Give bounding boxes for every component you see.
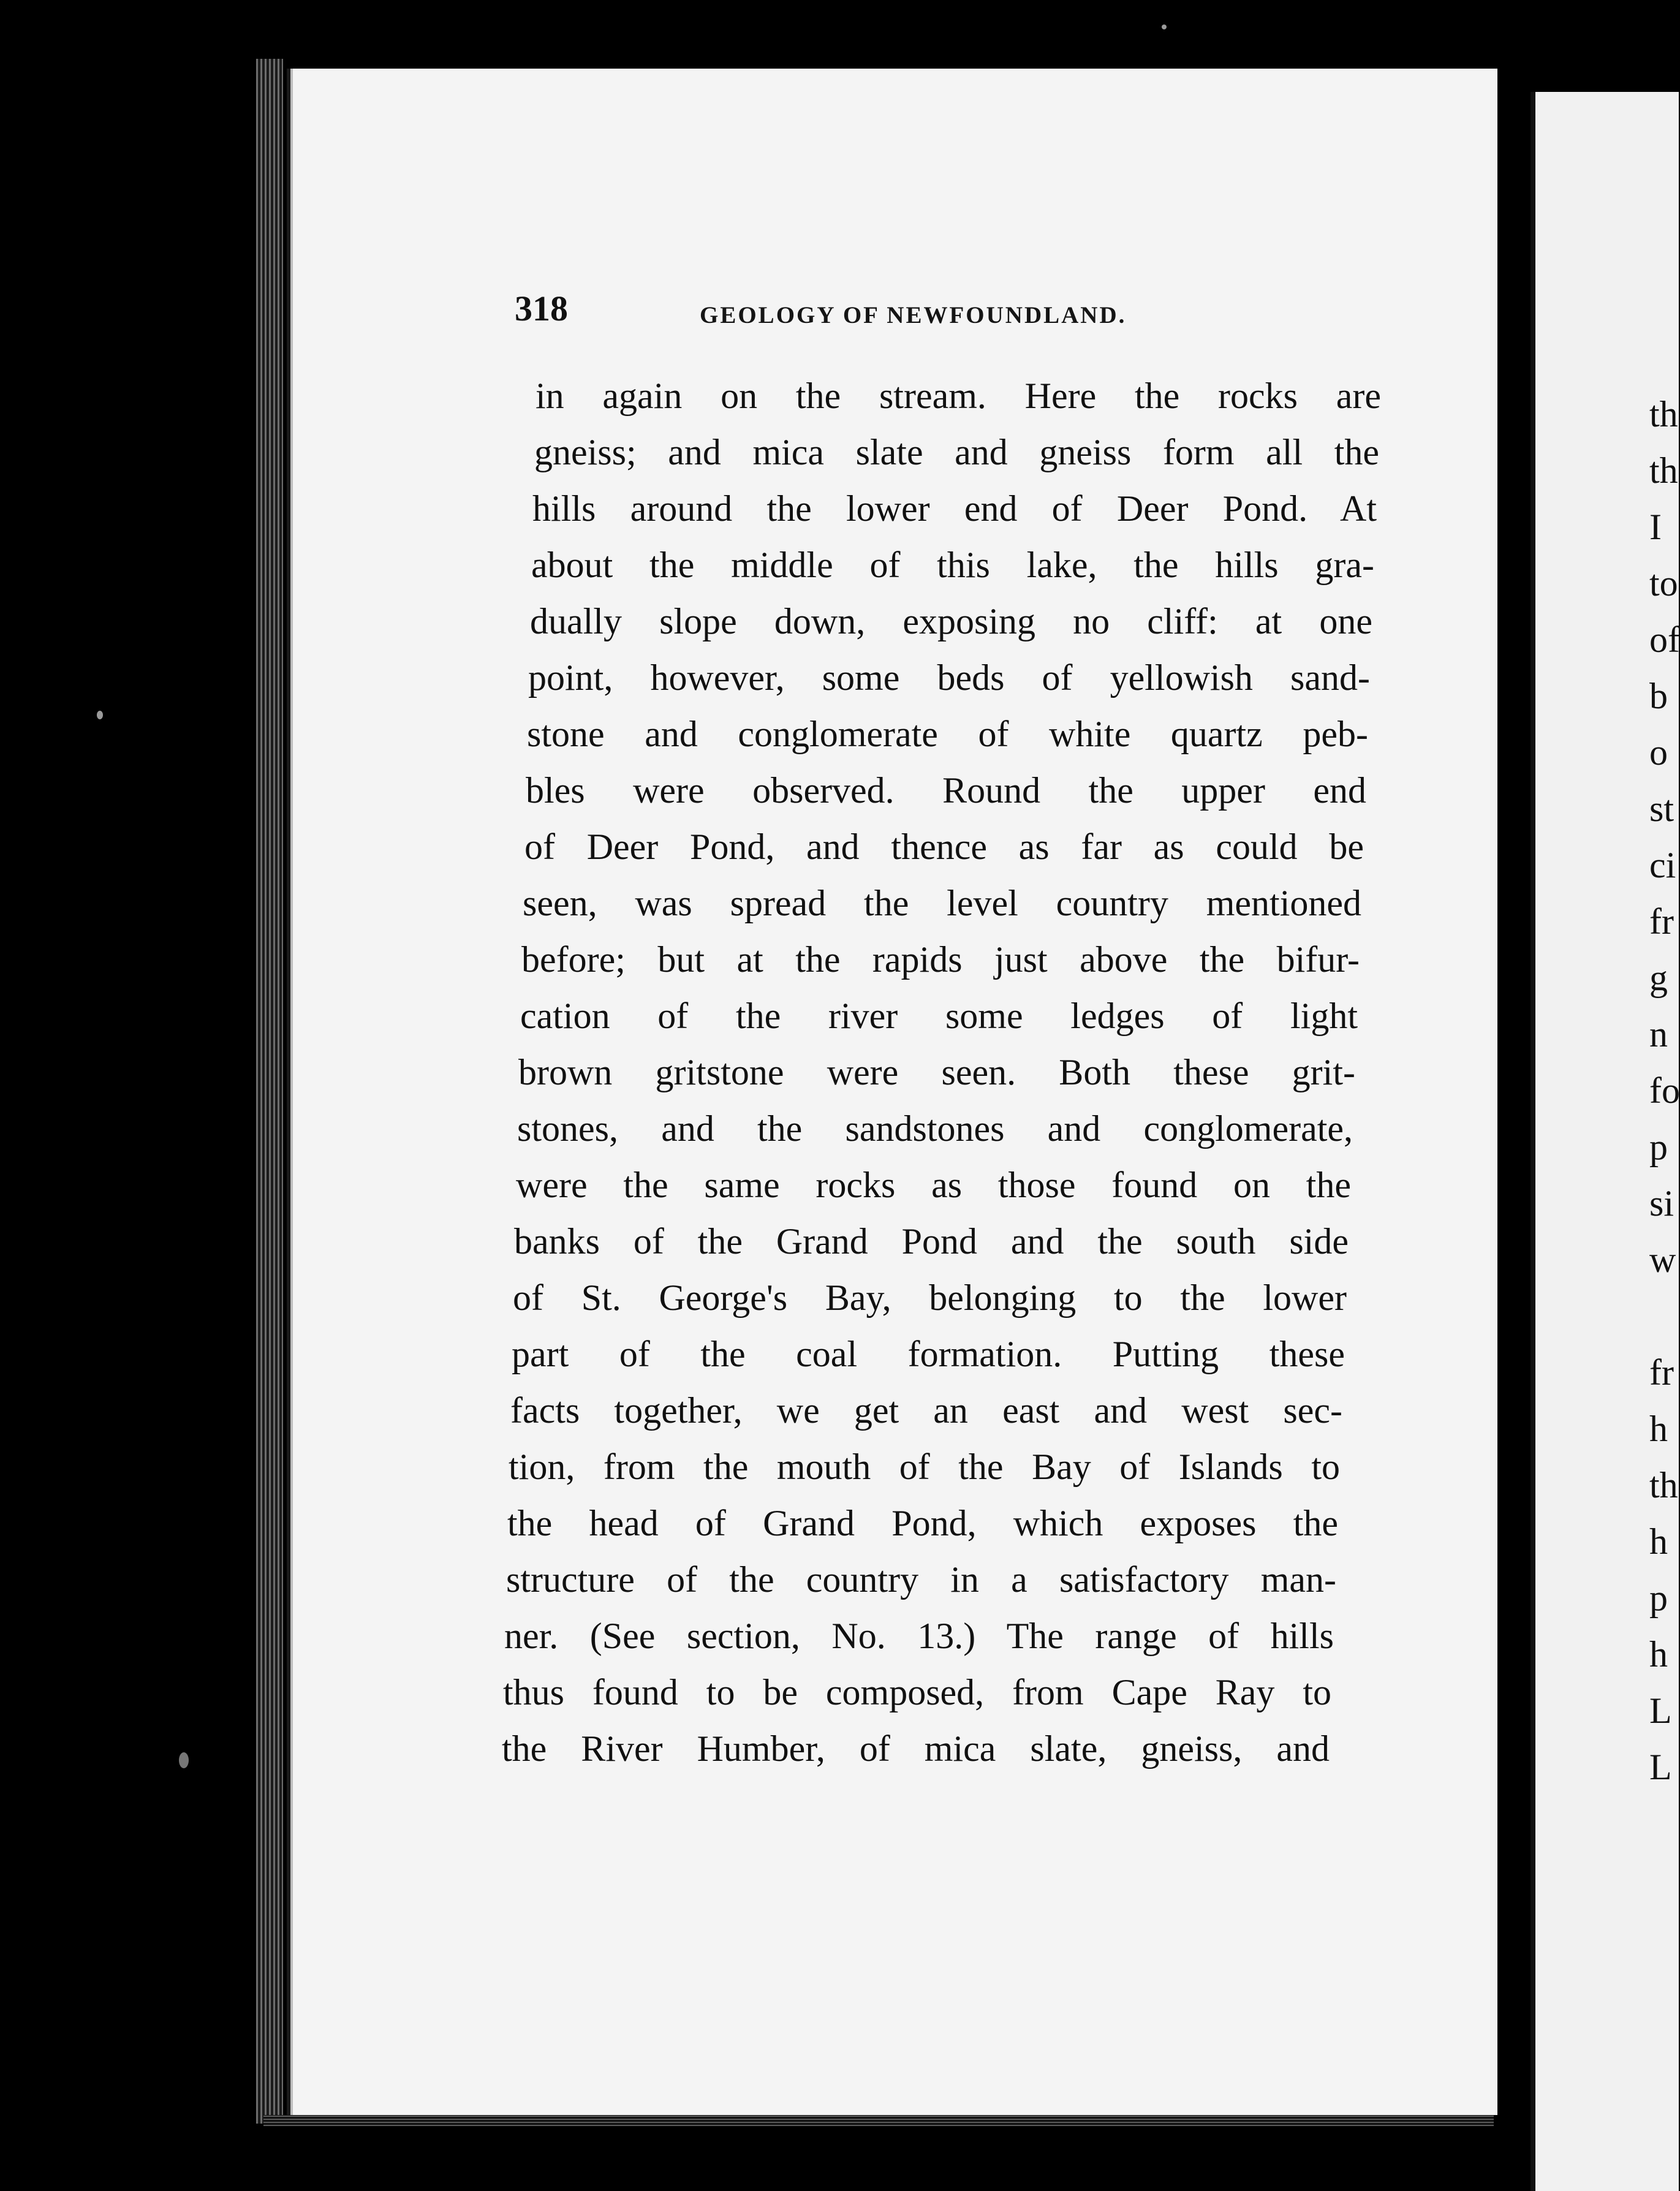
adjacent-text-fragment: L bbox=[1649, 1690, 1672, 1731]
page-stack-edge bbox=[256, 59, 283, 2124]
text-line: facts together, we get an east and west sec- bbox=[510, 1390, 1342, 1431]
adjacent-text-fragment: g bbox=[1649, 958, 1668, 998]
running-head: GEOLOGY OF NEWFOUNDLAND. bbox=[700, 302, 1127, 328]
adjacent-text-fragment: o bbox=[1649, 732, 1668, 773]
text-line: part of the coal formation. Putting these bbox=[512, 1334, 1345, 1374]
text-line: before; but at the rapids just above the bifur- bbox=[521, 939, 1360, 980]
page-bottom-edge bbox=[263, 2115, 1494, 2126]
text-line: bles were observed. Round the upper end bbox=[526, 770, 1366, 811]
adjacent-text-fragment: L bbox=[1649, 1747, 1672, 1787]
adjacent-page-text bbox=[1649, 386, 1680, 1795]
page-number: 318 bbox=[515, 289, 568, 328]
scan-speck bbox=[179, 1752, 189, 1768]
text-line: tion, from the mouth of the Bay of Islands to bbox=[509, 1447, 1340, 1487]
text-line: ner. (See section, No. 13.) The range of hills bbox=[504, 1616, 1334, 1656]
adjacent-text-fragment: n bbox=[1649, 1014, 1668, 1054]
adjacent-text-fragment: h bbox=[1649, 1634, 1668, 1674]
text-line: stone and conglomerate of white quartz peb- bbox=[527, 714, 1368, 754]
adjacent-text-fragment: h bbox=[1649, 1409, 1668, 1449]
adjacent-text-fragment: p bbox=[1649, 1578, 1668, 1618]
text-line: stones, and the sandstones and conglomerate, bbox=[517, 1108, 1353, 1149]
text-line: cation of the river some ledges of light bbox=[520, 996, 1358, 1036]
text-line: hills around the lower end of Deer Pond. At bbox=[532, 488, 1377, 529]
text-line: gneiss; and mica slate and gneiss form all the bbox=[534, 432, 1379, 472]
text-line: dually slope down, exposing no cliff: at one bbox=[530, 601, 1372, 641]
text-line: of St. George's Bay, belonging to the lower bbox=[513, 1277, 1347, 1318]
text-line: point, however, some beds of yellowish sand- bbox=[528, 657, 1370, 698]
scan-speck bbox=[1162, 25, 1167, 29]
text-line: the head of Grand Pond, which exposes the bbox=[507, 1503, 1338, 1543]
text-line: were the same rocks as those found on the bbox=[516, 1165, 1351, 1205]
text-line: seen, was spread the level country mentioned bbox=[523, 883, 1361, 923]
scan-speck bbox=[97, 711, 103, 719]
adjacent-text-fragment: th bbox=[1649, 450, 1678, 491]
adjacent-text-fragment bbox=[1649, 1288, 1680, 1344]
adjacent-text-fragment: w bbox=[1649, 1239, 1676, 1280]
adjacent-text-fragment: th bbox=[1649, 394, 1678, 434]
text-line: about the middle of this lake, the hills gra- bbox=[531, 545, 1374, 585]
adjacent-text-fragment: ci bbox=[1649, 845, 1676, 885]
text-line: structure of the country in a satisfactory man- bbox=[506, 1559, 1336, 1600]
adjacent-text-fragment: st bbox=[1649, 789, 1674, 829]
text-line: banks of the Grand Pond and the south side bbox=[514, 1221, 1349, 1262]
text-line: in again on the stream. Here the rocks are bbox=[535, 376, 1381, 416]
adjacent-text-fragment: p bbox=[1649, 1127, 1668, 1167]
adjacent-text-fragment: b bbox=[1649, 676, 1668, 716]
adjacent-text-fragment: fr bbox=[1649, 901, 1674, 942]
text-line: thus found to be composed, from Cape Ray to bbox=[503, 1672, 1331, 1712]
text-line: brown gritstone were seen. Both these grit- bbox=[518, 1052, 1355, 1092]
adjacent-text-fragment: to bbox=[1649, 563, 1678, 604]
adjacent-text-fragment: I bbox=[1649, 507, 1662, 547]
adjacent-text-fragment: of bbox=[1649, 619, 1680, 660]
adjacent-text-fragment: fo bbox=[1649, 1070, 1680, 1111]
page-header bbox=[515, 288, 1213, 337]
adjacent-text-fragment: th bbox=[1649, 1465, 1678, 1505]
text-line: of Deer Pond, and thence as far as could be bbox=[524, 827, 1364, 867]
adjacent-text-fragment: si bbox=[1649, 1183, 1674, 1224]
adjacent-text-fragment: fr bbox=[1649, 1352, 1674, 1393]
adjacent-text-fragment: h bbox=[1649, 1521, 1668, 1562]
body-text bbox=[496, 368, 1379, 1777]
text-line: the River Humber, of mica slate, gneiss, and bbox=[502, 1728, 1330, 1769]
